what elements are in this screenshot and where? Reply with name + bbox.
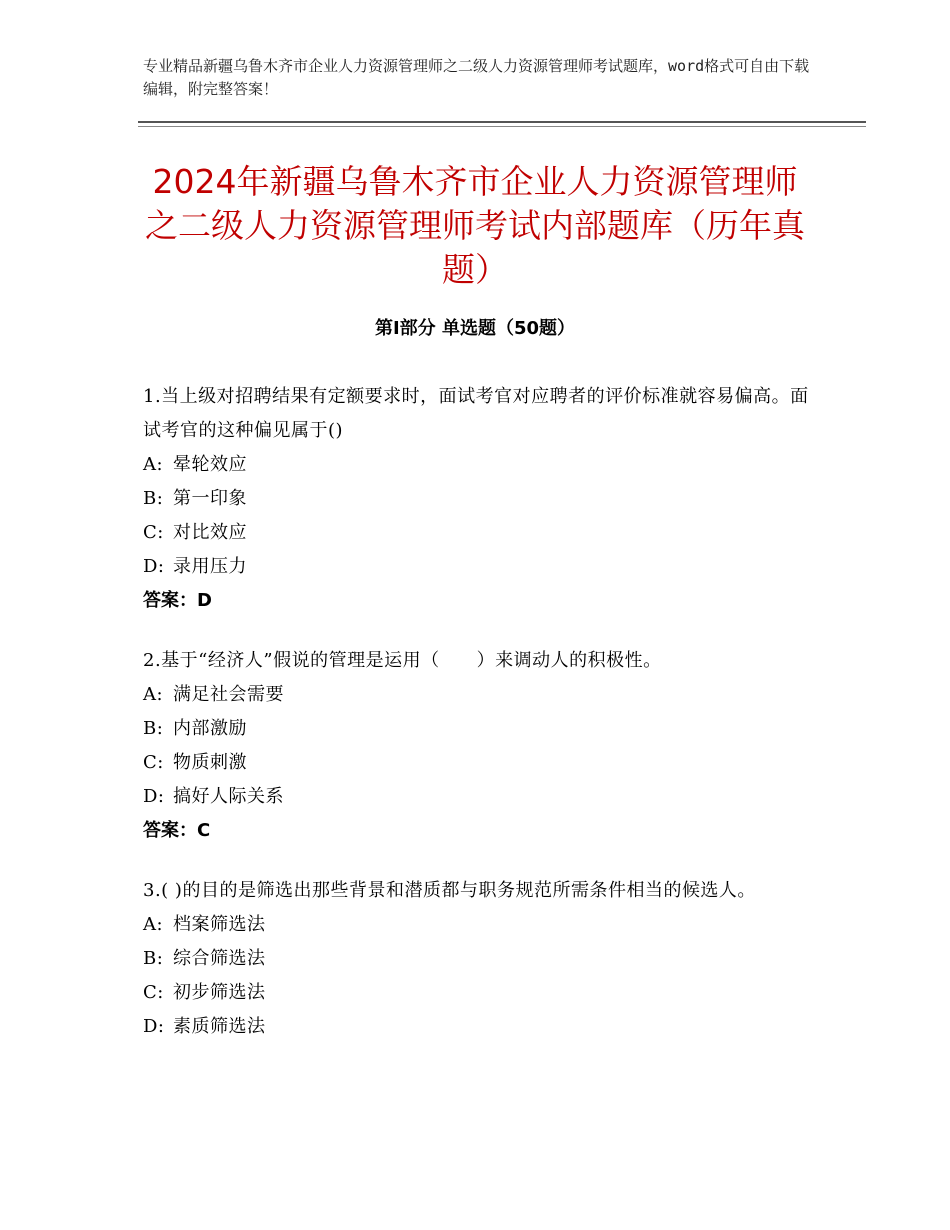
option-letter: A:: [143, 684, 164, 705]
option-d: [143, 550, 813, 584]
option-text: 晕轮效应: [173, 454, 247, 475]
option-c: [143, 976, 813, 1010]
option-letter: B:: [143, 948, 164, 969]
header-note: 专业精品新疆乌鲁木齐市企业人力资源管理师之二级人力资源管理师考试题库，word格式可自由下载编辑，附完整答案！: [143, 57, 810, 98]
option-letter: C:: [143, 752, 164, 773]
document-title: 2024年新疆乌鲁木齐市企业人力资源管理师之二级人力资源管理师考试内部题库（历年真题）: [145, 162, 805, 289]
question-stem: 3.( )的目的是筛选出那些背景和潜质都与职务规范所需条件相当的候选人。: [143, 880, 756, 901]
option-d: [143, 780, 813, 814]
question-list: [143, 380, 813, 1070]
option-text: 初步筛选法: [173, 982, 266, 1003]
option-letter: C:: [143, 982, 164, 1003]
question-2: [143, 644, 813, 848]
option-text: 物质刺激: [173, 752, 247, 773]
question-3: [143, 874, 813, 1044]
option-letter: B:: [143, 488, 164, 509]
option-letter: D:: [143, 786, 165, 807]
option-text: 档案筛选法: [173, 914, 266, 935]
option-letter: A:: [143, 914, 164, 935]
option-text: 对比效应: [173, 522, 247, 543]
option-c: [143, 516, 813, 550]
header-divider: [138, 121, 866, 123]
option-text: 满足社会需要: [173, 684, 284, 705]
option-text: 第一印象: [173, 488, 247, 509]
answer: 答案：C: [143, 820, 211, 841]
header-divider-thin: [138, 126, 866, 127]
option-letter: D:: [143, 556, 165, 577]
option-d: [143, 1010, 813, 1044]
option-b: [143, 712, 813, 746]
option-a: [143, 678, 813, 712]
option-b: [143, 482, 813, 516]
option-letter: C:: [143, 522, 164, 543]
question-stem: 1.当上级对招聘结果有定额要求时，面试考官对应聘者的评价标准就容易偏高。面试考官的这种偏见属于(): [143, 386, 809, 441]
question-1: [143, 380, 813, 618]
option-letter: B:: [143, 718, 164, 739]
option-text: 素质筛选法: [173, 1016, 266, 1037]
option-text: 综合筛选法: [173, 948, 266, 969]
answer: 答案：D: [143, 590, 212, 611]
option-c: [143, 746, 813, 780]
option-text: 内部激励: [173, 718, 247, 739]
option-letter: D:: [143, 1016, 165, 1037]
section-title: 第Ⅰ部分 单选题（50题）: [374, 318, 575, 339]
option-a: [143, 448, 813, 482]
option-letter: A:: [143, 454, 164, 475]
option-a: [143, 908, 813, 942]
option-text: 录用压力: [173, 556, 247, 577]
option-b: [143, 942, 813, 976]
question-stem: 2.基于“经济人”假说的管理是运用（ ）来调动人的积极性。: [143, 650, 662, 671]
option-text: 搞好人际关系: [173, 786, 284, 807]
